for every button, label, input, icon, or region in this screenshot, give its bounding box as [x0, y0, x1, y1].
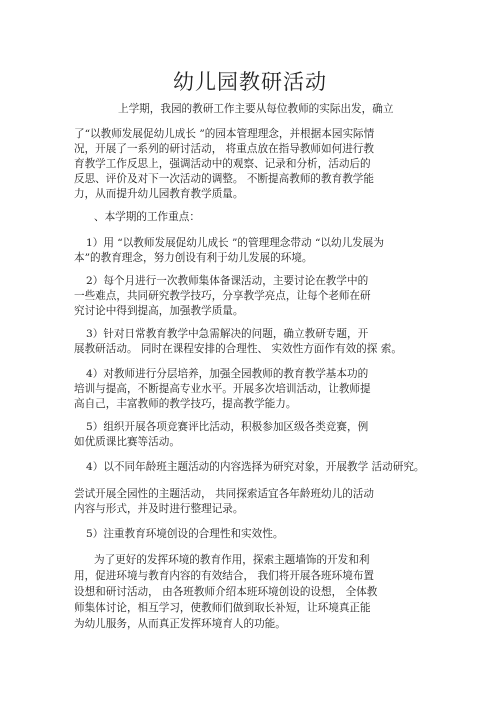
paragraph-line: 5）组织开展各项竞赛评比活动，积极参加区级各类竞赛，例 — [86, 421, 369, 433]
paragraph-line: 育教学工作反思上，强调活动中的观察、记录和分析，活动后的 — [74, 158, 371, 170]
paragraph-line: 4）对教师进行分层培养，加强全园教师的教育教学基本功的 — [86, 368, 369, 380]
paragraph-line: 培训与提高，不断提高专业水平。开展多次培训活动，让教师提 — [74, 383, 371, 395]
section-heading: 、本学期的工作重点： — [94, 211, 200, 223]
paragraph-line: 如优质课比赛等活动。 — [74, 436, 180, 448]
paragraph-line: 力，从而提升幼儿园教育教学质量。 — [74, 188, 244, 200]
paragraph-line: 5）注重教育环境创设的合理性和实效性。 — [86, 528, 284, 540]
paragraph-line: 本”的教育理念，努力创设有利于幼儿发展的环境。 — [74, 252, 313, 264]
paragraph-line: 展教研活动。 同时在课程安排的合理性、 实效性方面作有效的探 索。 — [74, 343, 402, 355]
document-title: 幼儿园教研活动 — [173, 70, 327, 94]
paragraph-line: 师集体讨论，相互学习，使教师们做到取长补短，让环境真正能 — [74, 602, 371, 614]
paragraph-line: 究讨论中得到提高，加强教学质量。 — [74, 305, 244, 317]
paragraph-line: 为幼儿服务，从而真正发挥环境育人的功能。 — [74, 618, 286, 630]
paragraph-line: 内容与形式，并及时进行整理记录。 — [74, 503, 244, 515]
paragraph-line: 高自己，丰富教师的教学技巧，提高教学能力。 — [74, 398, 297, 410]
paragraph-line: 尝试开展全园性的主题活动， 共同探索适宜各年龄班幼儿的活动 — [74, 488, 374, 500]
paragraph-line: 况，开展了一系列的研讨活动， 将重点放在指导教师如何进行教 — [74, 143, 374, 155]
paragraph-line: 上学期，我园的教研工作主要从每位教师的实际出发，确立 — [118, 103, 394, 115]
paragraph-line: 一些难点，共同研究教学技巧，分享教学亮点，让每个老师在研 — [74, 290, 371, 302]
paragraph-line: 2）每个月进行一次教师集体备课活动，主要讨论在教学中的 — [86, 275, 369, 287]
paragraph-line: 4）以不同年龄班主题活动的内容选择为研究对象，开展教学 活动研究。 — [86, 461, 425, 473]
paragraph-line: 用，促进环境与教育内容的有效结合， 我们将开展各班环境布置 — [74, 570, 374, 582]
paragraph-line: 反思、评价及对下一次活动的调整。 不断提高教师的教育教学能 — [74, 173, 374, 185]
paragraph-line: 3）针对日常教育教学中急需解决的问题，确立教研专题，开 — [86, 328, 369, 340]
paragraph-line: 了“以教师发展促幼儿成长 ”的园本管理理念，并根据本园实际情 — [74, 128, 375, 140]
paragraph-line: 设想和研讨活动， 由各班教师介绍本班环境创设的设想， 全体教 — [74, 586, 378, 598]
paragraph-line: 1）用 “以教师发展促幼儿成长 ”的管理理念带动 “以幼儿发展为 — [86, 237, 384, 249]
paragraph-line: 为了更好的发挥环境的教育作用，探索主题墙饰的开发和利 — [94, 554, 370, 566]
